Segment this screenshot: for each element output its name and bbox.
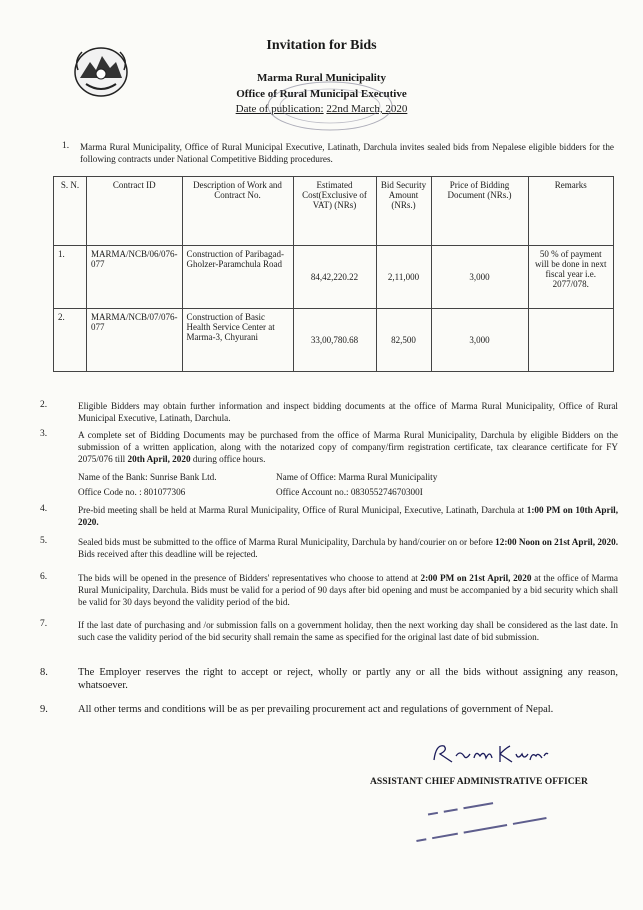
col-header: S. N.: [54, 177, 87, 246]
account-number: Office Account no.: 083055274670300I: [276, 487, 423, 497]
item-number: 1.: [62, 141, 70, 151]
cell-description: Construction of Basic Health Service Center at Marma-3, Chyurani: [182, 309, 293, 372]
item-number: 2.: [40, 400, 48, 410]
office-code: Office Code no. : 801077306: [78, 487, 186, 497]
col-header: Estimated Cost(Exclusive of VAT) (NRs): [293, 177, 376, 246]
cell-security: 82,500: [376, 309, 431, 372]
office-name: Office of Rural Municipal Executive: [236, 88, 407, 100]
cell-cost: 84,42,220.22: [293, 246, 376, 309]
col-header: Remarks: [528, 177, 613, 246]
col-header: Price of Bidding Document (NRs.): [431, 177, 528, 246]
item-number: 5.: [40, 536, 48, 546]
item-paragraph: Pre-bid meeting shall be held at Marma Rural Municipality, Office of Rural Municipal, Executive, Latinath, Darchula at 1:00 PM on 10th April, 2020.: [78, 505, 618, 527]
cell-contract-id: MARMA/NCB/06/076-077: [87, 246, 183, 309]
col-header: Contract ID: [87, 177, 183, 246]
handwritten-signature-icon: [430, 738, 550, 768]
publication-date: Date of publication: 22nd March, 2020: [235, 103, 408, 115]
cell-price: 3,000: [431, 309, 528, 372]
contracts-table: [53, 176, 614, 372]
cell-price: 3,000: [431, 246, 528, 309]
col-header: Description of Work and Contract No.: [182, 177, 293, 246]
item-paragraph: A complete set of Bidding Documents may be purchased from the office of Marma Rural Municipality, Darchula by eligible Bidders on the submission of a written application, along with the notarized copy of company/firm registration certificate, tax clearance certificate for FY 2075/076 till 20th April, 2020 during office hours.: [78, 430, 618, 464]
cell-description: Construction of Paribagad-Gholzer-Paramchula Road: [182, 246, 293, 309]
item-number: 3.: [40, 429, 48, 439]
cell-remarks: 50 % of payment will be done in next fiscal year i.e. 2077/078.: [528, 246, 613, 309]
cell-sn: 2.: [54, 309, 87, 372]
item-number: 6.: [40, 572, 48, 582]
table-row: [54, 309, 614, 372]
item-number: 7.: [40, 619, 48, 629]
signature-stamp-icon: [400, 790, 590, 850]
item-paragraph: Eligible Bidders may obtain further information and inspect bidding documents at the office of Marma Rural Municipality, Office of Rural Municipal Executive, Latinath, Darchula.: [78, 401, 618, 423]
item-number: 9.: [40, 704, 48, 715]
col-header: Bid Security Amount (NRs.): [376, 177, 431, 246]
account-name: Name of Office: Marma Rural Municipality: [276, 472, 438, 482]
item-paragraph: Sealed bids must be submitted to the office of Marma Rural Municipality, Darchula by hand/courier on or before 12:00 Noon on 21st April, 2020. Bids received after this deadline will be rejected.: [78, 537, 618, 559]
item-paragraph: The Employer reserves the right to accept or reject, wholly or partly any or all the bids without assigning any reason, whatsoever.: [78, 667, 618, 691]
item-paragraph: All other terms and conditions will be as per prevailing procurement act and regulations of government of Nepal.: [78, 704, 554, 715]
table-row: [54, 246, 614, 309]
cell-remarks: [528, 309, 613, 372]
item-number: 4.: [40, 504, 48, 514]
cell-security: 2,11,000: [376, 246, 431, 309]
item-number: 8.: [40, 667, 48, 678]
cell-sn: 1.: [54, 246, 87, 309]
item-paragraph: The bids will be opened in the presence of Bidders' representatives who choose to attend at 2:00 PM on 21st April, 2020 at the office of Marma Rural Municipality, Darchula. Bids must be valid for a period of 90 days after bid opening and must be accompanied by a bid security which shall be valid for 30 days beyond the validity period of the bid.: [78, 573, 618, 607]
officer-title: ASSISTANT CHIEF ADMINISTRATIVE OFFICER: [370, 776, 588, 787]
table-header-row: [54, 177, 614, 246]
page-title: Invitation for Bids: [266, 38, 377, 53]
intro-paragraph: Marma Rural Municipality, Office of Rural Municipal Executive, Latinath, Darchula invites sealed bids from Nepalese eligible bidders for the following contracts under National Competitive Bidding procedures.: [80, 142, 614, 164]
office-stamp-icon: [255, 78, 405, 136]
item-paragraph: If the last date of purchasing and /or submission falls on a government holiday, then the next working day shall be considered as the last date. In such case the validity period of the bid security shall remain the same as specified for the original last date of bid submission.: [78, 620, 618, 642]
org-name: Marma Rural Municipality: [257, 72, 386, 84]
cell-cost: 33,00,780.68: [293, 309, 376, 372]
cell-contract-id: MARMA/NCB/07/076-077: [87, 309, 183, 372]
bank-name: Name of the Bank: Sunrise Bank Ltd.: [78, 472, 217, 482]
